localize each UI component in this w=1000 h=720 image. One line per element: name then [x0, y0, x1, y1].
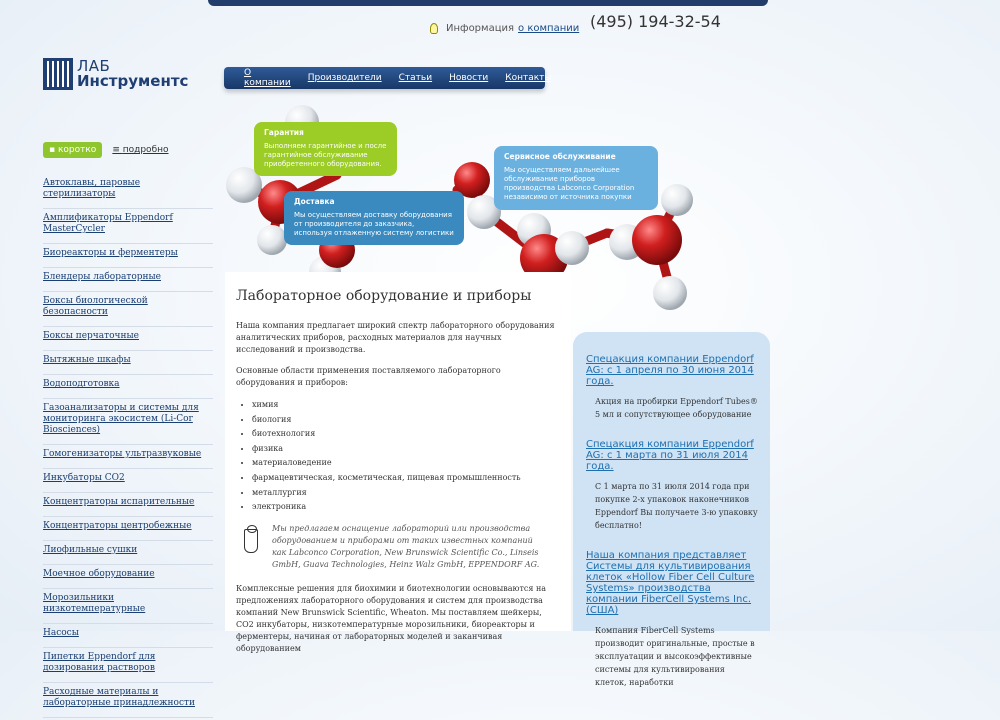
sidebar-item[interactable]: Концентраторы центробежные: [43, 519, 213, 541]
service-title: Сервисное обслуживание: [504, 152, 616, 161]
solutions-text: Комплексные решения для биохимии и биотехнологии основываются на предложениях лабораторного оборудования и систем для производства компаний New Brunswick Scientific, Wheaton. Мы поставляем шейкеры, CO2 инкубаторы, низкотемпературные морозильники, биореакторы и ферментеры, начиная от лабораторных моделей и заканчивая оборудованием: [236, 583, 547, 653]
sidebar-item[interactable]: Инкубаторы CO2: [43, 471, 213, 493]
sidebar-item[interactable]: Блендеры лабораторные: [43, 270, 213, 292]
sidebar-item[interactable]: Водоподготовка: [43, 377, 213, 399]
sidebar-item[interactable]: Амплификаторы Eppendorf MasterCycler: [43, 211, 213, 244]
sidebar-item[interactable]: Расходные материалы и лабораторные принадлежности: [43, 685, 213, 718]
news-item: [586, 439, 758, 532]
intro-text: Наша компания предлагает широкий спектр лабораторного оборудования аналитических приборов, расходных материалов для научных исследований и производства.: [236, 321, 555, 354]
logo[interactable]: [43, 58, 188, 90]
info-line: [430, 23, 579, 34]
atom: [257, 225, 287, 255]
sidebar-item[interactable]: Газоанализаторы и системы для мониторинга экосистем (Li-Cor Biosciences): [43, 401, 213, 445]
category-sidebar: [43, 176, 213, 720]
list-item: • электроника: [252, 500, 560, 515]
list-item: • физика: [252, 442, 560, 457]
info-label: Информация: [446, 23, 515, 34]
areas-list: [252, 398, 560, 515]
news-title[interactable]: Спецакция компании Eppendorf AG: с 1 марта по 31 июля 2014 года.: [586, 439, 754, 472]
page-title: Лабораторное оборудование и приборы: [236, 288, 532, 304]
bottle-icon: [244, 529, 258, 553]
quote-text: Мы предлагаем оснащение лабораторий или производства оборудованием и приборами от таких известных компаний как Labconco Corporation, New Brunswick Scientific Co., Linseis GmbH, Guava Technologies, Heinz Walz GmbH, EPPENDORF AG.: [272, 523, 540, 569]
news-item: [586, 550, 758, 689]
partners-quote: [244, 523, 560, 571]
sidebar-item[interactable]: Боксы биологической безопасности: [43, 294, 213, 327]
delivery-text: Мы осуществляем доставку оборудования от производителя до заказчика, используя отлаженную систему логистики: [294, 211, 454, 237]
atom: [661, 184, 693, 216]
top-bar: [208, 0, 768, 6]
list-item: • химия: [252, 398, 560, 413]
lightbulb-icon: [430, 23, 438, 34]
delivery-title: Доставка: [294, 197, 335, 206]
news-text: С 1 марта по 31 июля 2014 года при покупке 2-х упаковок наконечников Eppendorf Вы получаете 3-ю упаковку бесплатно!: [595, 482, 758, 530]
sidebar-item[interactable]: Автоклавы, паровые стерилизаторы: [43, 176, 213, 209]
service-bubble: [494, 146, 658, 210]
sidebar-item[interactable]: Лиофильные сушки: [43, 543, 213, 565]
nav-contacts[interactable]: Контакты: [505, 73, 552, 83]
detail-view-label: подробно: [122, 145, 169, 155]
main-nav: [224, 67, 552, 89]
about-link[interactable]: о компании: [518, 23, 580, 34]
sidebar-item[interactable]: Гомогенизаторы ультразвуковые: [43, 447, 213, 469]
news-title[interactable]: Наша компания представляет Системы для культивирования клеток «Hollow Fiber Cell Culture Systems» производства компании FiberCell Systems Inc. (США): [586, 550, 755, 616]
news-item: [586, 354, 758, 421]
nav-manufacturers[interactable]: Производители: [307, 73, 382, 83]
sidebar-item[interactable]: Биореакторы и ферментеры: [43, 246, 213, 268]
list-item: • биология: [252, 413, 560, 428]
sidebar-item[interactable]: Морозильники низкотемпературные: [43, 591, 213, 624]
news-panel: [573, 332, 770, 687]
news-title[interactable]: Спецакция компании Eppendorf AG: с 1 апреля по 30 июня 2014 года.: [586, 354, 754, 387]
logo-line1: ЛАБ: [77, 57, 111, 75]
areas-lead: Основные области применения поставляемого лабораторного оборудования и приборов:: [236, 366, 501, 387]
service-text: Мы осуществляем дальнейшее обслуживание приборов производства Labconco Corporation независимо от источника покупки: [504, 166, 635, 201]
phone-number: (495) 194-32-54: [590, 12, 721, 31]
sidebar-item[interactable]: Моечное оборудование: [43, 567, 213, 589]
logo-text: [77, 59, 188, 89]
sidebar-item[interactable]: Пипетки Eppendorf для дозирования растворов: [43, 650, 213, 683]
view-toggle: [43, 142, 169, 158]
atom: [632, 215, 682, 265]
detail-view-button[interactable]: ≡ подробно: [112, 145, 169, 155]
logo-line2: Инструментс: [77, 72, 189, 90]
list-item: • металлургия: [252, 486, 560, 501]
atom: [555, 231, 589, 265]
news-text: Акция на пробирки Eppendorf Tubes® 5 мл и сопутствующее оборудование: [595, 397, 758, 419]
logo-mark-icon: [43, 58, 73, 90]
list-item: • материаловедение: [252, 456, 560, 471]
short-view-button[interactable]: ▪ коротко: [43, 142, 102, 158]
nav-news[interactable]: Новости: [449, 73, 489, 83]
sidebar-item[interactable]: Вытяжные шкафы: [43, 353, 213, 375]
nav-about[interactable]: О компании: [244, 68, 291, 88]
warranty-text: Выполняем гарантийное и после гарантийное обслуживание приобретенного оборудования.: [264, 142, 387, 168]
nav-articles[interactable]: Статьи: [398, 73, 433, 83]
warranty-title: Гарантия: [264, 128, 304, 137]
warranty-bubble: [254, 122, 397, 176]
sidebar-item[interactable]: Боксы перчаточные: [43, 329, 213, 351]
atom: [653, 276, 687, 310]
list-item: • биотехнология: [252, 427, 560, 442]
sidebar-item[interactable]: Насосы: [43, 626, 213, 648]
sidebar-item[interactable]: Концентраторы испарительные: [43, 495, 213, 517]
list-item: • фармацевтическая, косметическая, пищевая промышленность: [252, 471, 560, 486]
main-content: [225, 272, 571, 653]
delivery-bubble: [284, 191, 464, 245]
news-text: Компания FiberCell Systems производит оригинальные, простые в эксплуатации и высокоэффективные системы для культивирования клеток, наработки: [595, 626, 755, 687]
short-view-label: коротко: [57, 145, 97, 155]
